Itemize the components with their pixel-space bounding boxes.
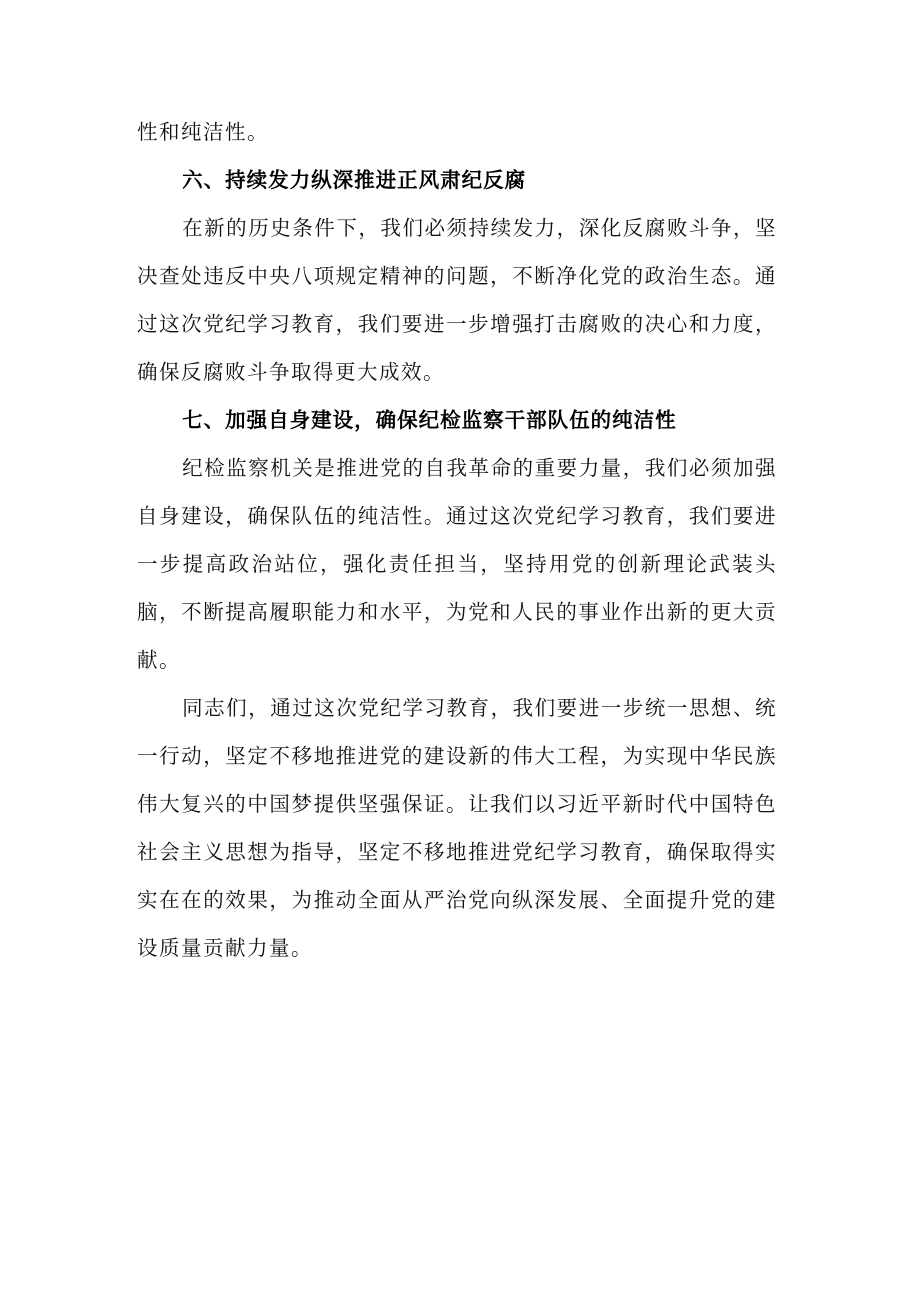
paragraph-self-building: 纪检监察机关是推进党的自我革命的重要力量，我们必须加强自身建设，确保队伍的纯洁性。通过这次党纪学习教育，我们要进一步提高政治站位，强化责任担当，坚持用党的创新理论武装头脑，不断提高履职能力和水平，为党和人民的事业作出新的更大贡献。 xyxy=(137,456,777,672)
paragraph-continuation: 性和纯洁性。 xyxy=(137,120,269,144)
paragraph-closing: 同志们，通过这次党纪学习教育，我们要进一步统一思想、统一行动，坚定不移地推进党的建设新的伟大工程，为实现中华民族伟大复兴的中国梦提供坚强保证。让我们以习近平新时代中国特色社会主义思想为指导，坚定不移地推进党纪学习教育，确保取得实实在在的效果，为推动全面从严治党向纵深发展、全面提升党的建设质量贡献力量。 xyxy=(137,696,777,960)
section-heading-7: 七、加强自身建设，确保纪检监察干部队伍的纯洁性 xyxy=(182,408,677,432)
section-heading-6: 六、持续发力纵深推进正风肃纪反腐 xyxy=(182,168,527,192)
document-body xyxy=(137,108,777,972)
paragraph-anti-corruption: 在新的历史条件下，我们必须持续发力，深化反腐败斗争，坚决查处违反中央八项规定精神的问题，不断净化党的政治生态。通过这次党纪学习教育，我们要进一步增强打击腐败的决心和力度，确保反腐败斗争取得更大成效。 xyxy=(137,216,777,384)
